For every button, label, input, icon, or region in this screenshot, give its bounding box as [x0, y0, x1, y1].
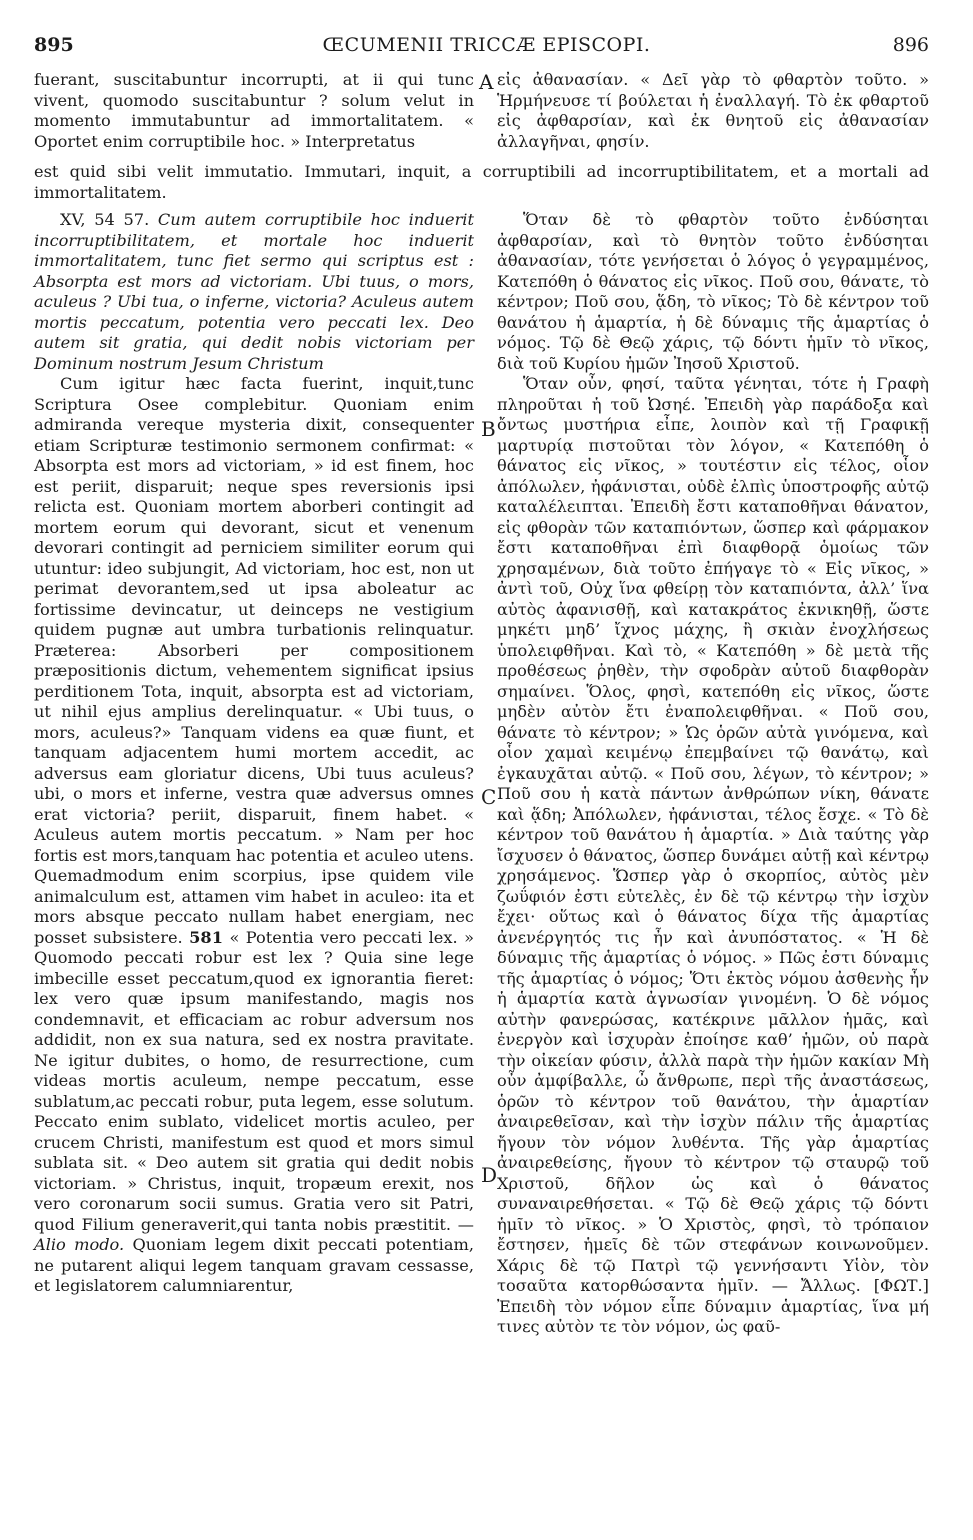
margin-marker-d: D — [481, 1163, 498, 1187]
latin-top-text — [34, 70, 474, 152]
verse-reference: XV, 54 57. — [60, 210, 150, 229]
greek-top-text — [497, 70, 929, 152]
margin-marker-c: C — [481, 785, 497, 809]
right-page-number: 896 — [892, 34, 929, 56]
latin-commentary — [34, 374, 474, 1297]
latin-verse — [34, 210, 474, 374]
column-number: 581 — [189, 927, 223, 947]
greek-top-paragraph: εἰς ἀθανασίαν. « Δεῖ γὰρ τὸ φθαρτὸν τοῦτο. » Ἡρμήνευσε τί βούλεται ἡ ἐναλλαγή. Τὸ ἐκ φθαρτοῦ εἰς ἀφθαρσίαν, καὶ ἐκ θνητοῦ εἰς ἀθανασίαν ἀλλαγῆναι, φησίν. — [497, 70, 929, 151]
alio-modo-label: Alio modo. — [34, 1235, 125, 1254]
greek-verse-text: Ὅταν δὲ τὸ φθαρτὸν τοῦτο ἐνδύσηται ἀφθαρσίαν, καὶ τὸ θνητὸν τοῦτο ἐνδύσηται ἀθανασίαν, τότε γενήσεται ὁ λόγος ὁ γεγραμμένος, Κατεπόθη ὁ θάνατος εἰς νῖκος. Ποῦ σου, θάνατε, τὸ κέντρον; Ποῦ σου, ᾅδη, τὸ νῖκος; Τὸ δὲ κέντρον τοῦ θανάτου ἡ ἁμαρτία, ἡ δὲ δύναμις τῆς ἁμαρτίας ὁ νόμος. Τῷ δὲ Θεῷ χάρις, τῷ δόντι ἡμῖν τὸ νῖκος, διὰ τοῦ Κυρίου ἡμῶν Ἰησοῦ Χριστοῦ. — [497, 210, 929, 373]
margin-marker-b: B — [481, 417, 496, 441]
page-title: ŒCUMENII TRICCÆ EPISCOPI. — [322, 34, 651, 56]
latin-verse-text: Cum autem corruptibile hoc induerit incorruptibilitatem, et mortale hoc induerit immortalitatem, tunc fiet sermo qui scriptus est : Absorpta est mors ad victoriam. Ubi tuus, o mors, aculeus ? Ubi tua, o inferne, victoria? Aculeus autem mortis peccatum, potentia vero peccati lex. Deo autem sit gratia, qui dedit nobis victoriam per Dominum nostrum Jesum Christum — [34, 210, 474, 373]
full-width-line — [34, 162, 929, 203]
left-page-number: 895 — [34, 34, 74, 56]
greek-commentary — [497, 374, 929, 1338]
greek-commentary-text: Ὅταν οὖν, φησί, ταῦτα γένηται, τότε ἡ Γραφὴ πληροῦται ἡ τοῦ Ὠσηέ. Ἐπειδὴ γὰρ παράδοξα καὶ ὄντως μυστήρια εἶπε, λοιπὸν καὶ τῇ Γραφικῇ μαρτυρίᾳ πιστοῦται τὸν λόγον, « Κατεπόθη ὁ θάνατος εἰς νῖκος, » τουτέστιν εἰς τέλος, οἷον ἀπόλωλεν, ἠφάνισται, οὐδὲ ἐλπὶς ὑποστροφῆς αὐτῷ καταλέλειπται. Ἐπειδὴ ἔστι καταποθῆναι θάνατον, εἰς φθορὰν τῶν καταπιόντων, ὥσπερ καὶ φάρμακον ἔστι καταποθῆναι ἐπὶ διαφθορᾷ ὁμοίως τῶν χρησαμένων, διὰ τοῦτο ἐπήγαγε τὸ « Εἰς νῖκος, » ἀντὶ τοῦ, Οὐχ ἵνα φθείρῃ τὸν καταπιόντα, ἀλλ’ ἵνα αὐτὸς ἀφανισθῇ, καὶ κατακράτος ἐκνικηθῇ, ὥστε μηκέτι μηδ’ ἴχνος μάχης, ἢ σκιὰν ἐνοχλήσεως ὑπολειφθῆναι. Καὶ τὸ, « Κατεπόθη » δὲ μετὰ τῆς προθέσεως ῥηθὲν, τὴν σφοδρὰν αὐτοῦ διαφθορὰν σημαίνει. Ὅλος, φησὶ, κατεπόθη εἰς νῖκος, ὥστε μηδὲν αὐτὸν ἔτι ἐναπολειφθῆναι. « Ποῦ σου, θάνατε τὸ κέντρον; » Ὡς ὁρῶν αὐτὰ γινόμενα, καὶ οἷον χαμαὶ κειμένῳ ἐπεμβαίνει τῷ θανάτῳ, καὶ ἐγκαυχᾶται αὐτῷ. « Ποῦ σου, λέγων, τὸ κέντρον; » Ποῦ σου ἡ κατὰ πάντων ἀνθρώπων νίκη, θάνατε καὶ ᾅδη; Ἀπόλωλεν, ἠφάνισται, τέλος ἔσχε. « Τὸ δὲ κέντρον τοῦ θανάτου ἡ ἁμαρτία. » Διὰ ταύτης γὰρ ἴσχυσεν ὁ θάνατος, ὥσπερ δυνάμει αὐτῇ καὶ κέντρῳ χρησάμενος. Ὥσπερ γὰρ ὁ σκορπίος, αὐτὸς μὲν ζωΰφιόν ἐστι εὐτελὲς, ἐν δὲ τῷ κέντρῳ τὴν ἰσχὺν ἔχει· οὕτως καὶ ὁ θάνατος δίχα τῆς ἁμαρτίας ἀνενέργητός τις ἦν καὶ ἀνυπόστατος. « Ἡ δὲ δύναμις τῆς ἁμαρτίας ὁ νόμος. » Πῶς ἐστι δύναμις τῆς ἁμαρτίας ὁ νόμος; Ὅτι ἐκτὸς νόμου ἀσθενὴς ἦν ἡ ἁμαρτία κατὰ ἀγνωσίαν γινομένη. Ὁ δὲ νόμος αὐτὴν φανερώσας, κατέκρινε μᾶλλον ἡμᾶς, καὶ ἐνεργὸν καὶ ἰσχυρὰν ἐποίησε καθ’ ἡμῶν, οὐ παρὰ τὴν οἰκείαν φύσιν, ἀλλὰ παρὰ τὴν ἡμῶν κακίαν Μὴ οὖν ἀμφίβαλλε, ὦ ἄνθρωπε, περὶ τῆς ἀναστάσεως, ὁρῶν τὸ κέντρον τοῦ θανάτου, τὴν ἁμαρτίαν ἀναιρεθεῖσαν, καὶ τὴν ἰσχὺν πάλιν τῆς ἁμαρτίας ἤγουν τὸν νόμον λυθέντα. Τῆς γὰρ ἁμαρτίας ἀναιρεθείσης, ἤγουν τὸ κέντρον τῷ σταυρῷ τοῦ Χριστοῦ, δῆλον ὡς καὶ ὁ θάνατος συναναιρεθήσεται. « Τῷ δὲ Θεῷ χάρις τῷ δόντι ἡμῖν τὸ νῖκος. » Ὁ Χριστὸς, φησὶ, τὸ τρόπαιον ἔστησεν, ἡμεῖς δὲ τῶν στεφάνων κοινωνοῦμεν. Χάρις δὲ τῷ Πατρὶ τῷ γεννήσαντι Υἱὸν, τὸν τοσαῦτα κατορθώσαντα ἡμῖν. — Ἄλλως. [ΦΩΤ.] Ἐπειδὴ τὸν νόμον εἶπε δύναμιν ἁμαρτίας, ἵνα μή τινες αὐτὸν τε τὸν νόμον, ὡς φαῦ- — [497, 374, 929, 1336]
latin-commentary-part-1: Cum igitur hæc facta fuerint, inquit,tunc Scriptura Osee complebitur. Quoniam enim admiranda vereque mysteria dixit, consequenter etiam Scripturæ testimonio sermonem confirmat: « Absorpta est mors ad victoriam, » id est finem, hoc est periit, disparuit; neque spes reversionis ipsi relicta est. Quoniam mortem aborberi contingit ad mortem eorum qui devorant, sicut et venenum devorari contingit ad perniciem similiter eorum qui utuntur: ideo subjungit, Ad victoriam, hoc est, non ut perimat devorantem,sed ut ipsa aboleatur ac fortissime devincatur, ut deinceps ne vestigium quidem pugnæ aut umbra turbationis relinquatur. Præterea: Absorberi per compositionem præpositionis dictum, vehementem significat ipsius perditionem Tota, inquit, absorpta est ad victoriam, ut nihil ejus amplius derelinquatur. « Ubi tuus, o mors, aculeus?» Tanquam videns ea quæ fiunt, et tanquam adjacentem humi mortem accedit, ac adversus eam gloriatur dicens, Ubi tuus aculeus? ubi, o mors et inferne, vestra quæ adversus omnes erat victoria? periit, disparuit, finem habet. « Aculeus autem mortis peccatum. » Nam per hoc fortis est mors,tanquam hac potentia et aculeo utens. Quemadmodum enim scorpius, ipse quidem vile animalculum est, attamen vim habet in aculeo: ita et mors absque peccato nullam habet energiam, nec posset subsistere. — [34, 374, 474, 947]
full-width-paragraph: est quid sibi velit immutatio. Immutari, inquit, a corruptibili ad incorruptibilitatem, et a mortali ad immortalitatem. — [34, 162, 929, 202]
margin-marker-a: A — [479, 70, 494, 94]
latin-commentary-part-3: Quoniam legem dixit peccati potentiam, ne putarent aliqui legem tanquam gravam cessasse, et legislatorem calumniarentur, — [34, 1235, 474, 1295]
running-header — [0, 34, 973, 60]
latin-top-paragraph: fuerant, suscitabuntur incorrupti, at ii qui tunc vivent, quomodo suscitabuntur ? solum velut in momento immutabuntur ad immortalitatem. « Oportet enim corruptibile hoc. » Interpretatus — [34, 70, 474, 151]
greek-verse — [497, 210, 929, 374]
latin-commentary-part-2: « Potentia vero peccati lex. » Quomodo peccati robur est lex ? Quia sine lege imbecille esset peccatum,quod ex ignorantia fieret: lex vero quæ ipsum manifestando, magis nos condemnavit, et efficaciam ac robur adversum nos addidit, non ex sua natura, sed ex nostra pravitate. Ne igitur dubites, o homo, de resurrectione, cum videas mortis aculeum, nempe peccatum, esse sublatum,ac peccati robur, puta legem, esse solutum. Peccato enim sublato, videlicet mortis aculeo, per crucem Christi, manifestum est quod et mors simul sublata sit. « Deo autem sit gratia qui dedit nobis victoriam. » Christus, inquit, tropæum erexit, nos vero coronarum socii sumus. Gratia vero sit Patri, quod Filium generaverit,qui tanta nobis præstitit. — — [34, 927, 474, 1234]
